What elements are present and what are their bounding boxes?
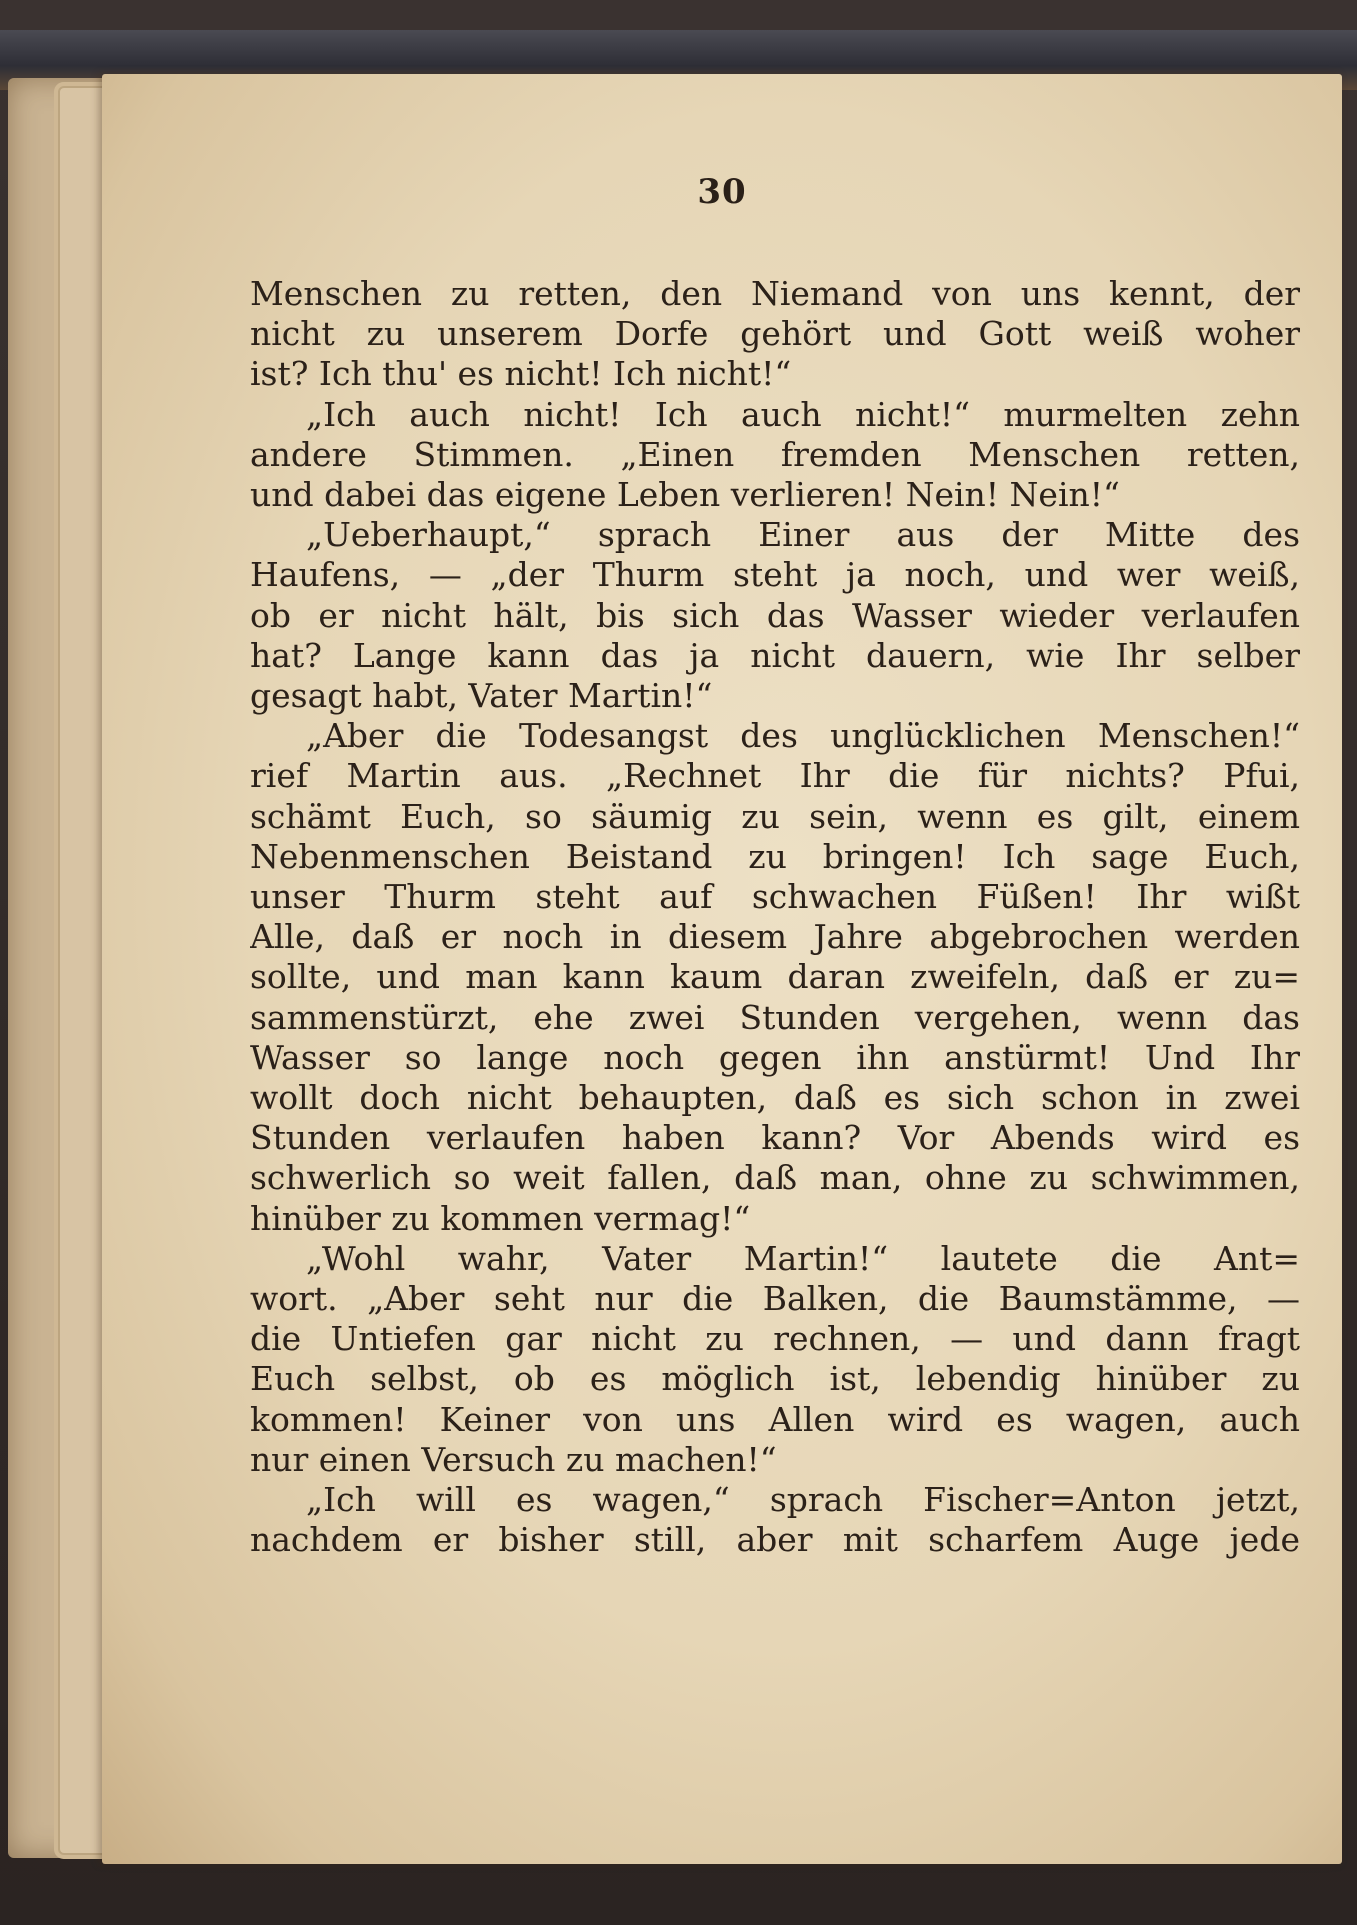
text-line: andere Stimmen. „Einen fremden Menschen retten, bbox=[250, 434, 1300, 474]
text-line: schwerlich so weit fallen, daß man, ohne zu schwimmen, bbox=[250, 1158, 1300, 1198]
page-number: 30 bbox=[697, 172, 747, 212]
text-line: die Untiefen gar nicht zu rechnen, — und dann fragt bbox=[250, 1319, 1300, 1359]
text-line: gesagt habt, Vater Martin!“ bbox=[250, 676, 713, 715]
text-line: nachdem er bisher still, aber mit scharfem Auge jede bbox=[250, 1520, 1300, 1560]
text-line: Wasser so lange noch gegen ihn anstürmt! Und Ihr bbox=[250, 1037, 1300, 1077]
text-line: „Aber die Todesangst des unglücklichen Menschen!“ bbox=[306, 716, 1300, 756]
text-line: kommen! Keiner von uns Allen wird es wagen, auch bbox=[250, 1399, 1300, 1439]
text-line: Stunden verlaufen haben kann? Vor Abends wird es bbox=[250, 1118, 1300, 1158]
text-line: nicht zu unserem Dorfe gehört und Gott weiß woher bbox=[250, 314, 1300, 354]
text-line: ob er nicht hält, bis sich das Wasser wieder verlaufen bbox=[250, 595, 1300, 635]
text-line: rief Martin aus. „Rechnet Ihr die für nichts? Pfui, bbox=[250, 756, 1300, 796]
text-line: Nebenmenschen Beistand zu bringen! Ich sage Euch, bbox=[250, 836, 1300, 876]
text-line: „Ich auch nicht! Ich auch nicht!“ murmelten zehn bbox=[306, 394, 1300, 434]
text-line: Euch selbst, ob es möglich ist, lebendig hinüber zu bbox=[250, 1359, 1300, 1399]
text-line: sollte, und man kann kaum daran zweifeln, daß er zu= bbox=[250, 957, 1300, 997]
text-line: „Wohl wahr, Vater Martin!“ lautete die Ant= bbox=[306, 1238, 1300, 1278]
text-line: wort. „Aber seht nur die Balken, die Baumstämme, — bbox=[250, 1279, 1300, 1318]
text-line: wollt doch nicht behaupten, daß es sich schon in zwei bbox=[250, 1078, 1300, 1117]
text-line: schämt Euch, so säumig zu sein, wenn es gilt, einem bbox=[250, 796, 1300, 836]
text-line: hat? Lange kann das ja nicht dauern, wie Ihr selber bbox=[250, 635, 1300, 675]
text-line: hinüber zu kommen vermag!“ bbox=[250, 1198, 751, 1238]
text-line: „Ueberhaupt,“ sprach Einer aus der Mitte des bbox=[306, 515, 1300, 555]
text-line: und dabei das eigene Leben verlieren! Nein! Nein!“ bbox=[250, 475, 1120, 514]
text-line: Menschen zu retten, den Niemand von uns kennt, der bbox=[250, 274, 1300, 313]
text-line: Haufens, — „der Thurm steht ja noch, und wer weiß, bbox=[250, 555, 1300, 595]
text-line: unser Thurm steht auf schwachen Füßen! Ihr wißt bbox=[250, 877, 1300, 916]
text-line: nur einen Versuch zu machen!“ bbox=[250, 1439, 777, 1479]
text-line: sammenstürzt, ehe zwei Stunden vergehen, wenn das bbox=[250, 997, 1300, 1037]
text-line: Alle, daß er noch in diesem Jahre abgebrochen werden bbox=[250, 917, 1300, 957]
text-line: ist? Ich thu' es nicht! Ich nicht!“ bbox=[250, 354, 792, 394]
book-page bbox=[102, 74, 1342, 1864]
text-line: „Ich will es wagen,“ sprach Fischer=Anton jetzt, bbox=[306, 1480, 1300, 1519]
